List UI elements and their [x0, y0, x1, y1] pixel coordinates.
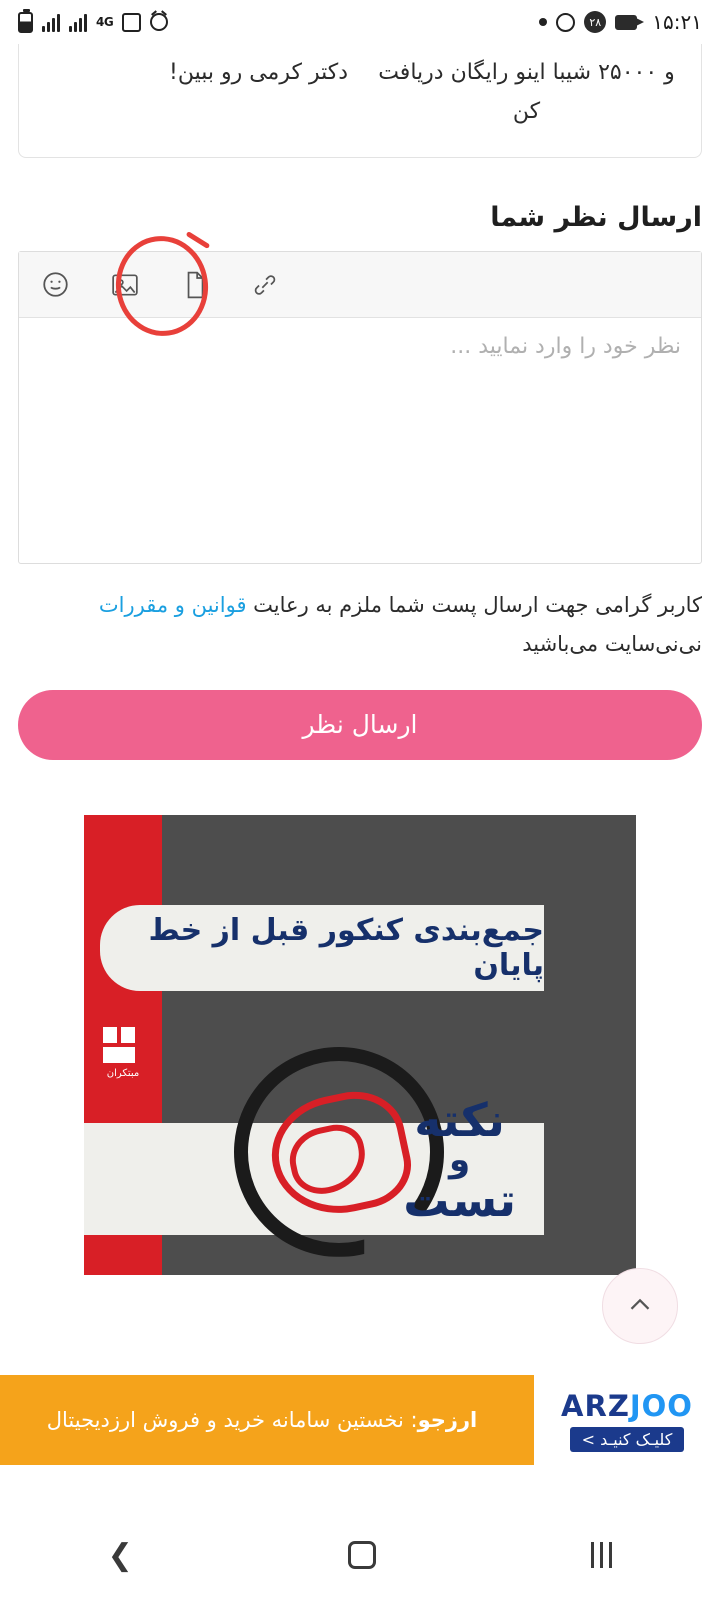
status-bar-left [18, 12, 168, 33]
bottom-ad-headline [0, 1408, 534, 1432]
ad-subtitle-second: و [449, 1139, 471, 1180]
ad-subtitle-third: تست [403, 1172, 516, 1227]
image-icon[interactable] [103, 263, 147, 307]
promo-card[interactable] [18, 44, 702, 158]
ad-subtitle [403, 1092, 516, 1227]
back-button[interactable]: ❯ [107, 1537, 133, 1573]
link-icon[interactable] [243, 263, 287, 307]
bottom-ad-banner[interactable] [0, 1375, 720, 1465]
arzjoo-wordmark: ARZJOO [561, 1388, 693, 1423]
chevron-up-icon [623, 1289, 657, 1323]
ad-title: جمع‌بندی کنکور قبل از خط پایان [100, 905, 544, 991]
status-bar [0, 0, 720, 44]
arzjoo-logo[interactable] [534, 1375, 720, 1465]
file-icon[interactable] [173, 263, 217, 307]
emoji-icon[interactable] [33, 263, 77, 307]
status-bar-clock: ۱۵:۲۱ [652, 10, 702, 34]
alarm-icon [150, 13, 168, 31]
ad-cta-button[interactable]: کلیـک کنیـد > [570, 1427, 685, 1452]
network-4g-icon: 4G [96, 15, 114, 29]
scroll-to-top-button[interactable] [602, 1268, 678, 1344]
battery-icon [18, 12, 33, 33]
terms-link[interactable]: قوانین و مقررات [98, 593, 247, 617]
comment-editor[interactable] [18, 251, 702, 564]
book-advertisement[interactable] [84, 815, 636, 1275]
terms-notice-after: نی‌نی‌سایت می‌باشید [522, 631, 702, 656]
bottom-ad-rest: : نخستین سامانه خرید و فروش ارزدیجیتال [46, 1408, 418, 1432]
page-title: ارسال نظر شما [490, 202, 702, 233]
comment-input[interactable]: نظر خود را وارد نمایید ... [450, 334, 681, 359]
notification-badge-icon: ۲۸ [584, 11, 606, 33]
promo-card-left-text: و ۲۵۰۰۰ شیبا اینو رایگان دریافت کن [378, 60, 675, 124]
publisher-name: مبتکران [106, 1067, 140, 1079]
ad-subtitle-main: نکته [414, 1092, 505, 1147]
gallery-icon [122, 13, 141, 32]
home-button[interactable] [348, 1541, 376, 1569]
android-nav-bar [0, 1510, 720, 1600]
signal-bars-icon-2 [69, 12, 87, 32]
terms-notice [18, 586, 702, 664]
signal-bars-icon [42, 12, 60, 32]
recent-apps-button[interactable] [591, 1542, 612, 1568]
emoji-status-icon [556, 13, 575, 32]
submit-comment-button[interactable]: ارسال نظر [18, 690, 702, 760]
terms-notice-before: کاربر گرامی جهت ارسال پست شما ملزم به رعایت [246, 593, 702, 617]
promo-card-right-text: دکتر کرمی رو ببین! [169, 60, 348, 85]
bottom-ad-brand: ارزجو [417, 1408, 478, 1432]
dot-icon [539, 18, 547, 26]
editor-toolbar [19, 252, 701, 318]
video-camera-icon [615, 15, 637, 30]
publisher-logo-icon [98, 1027, 148, 1085]
status-bar-right [539, 10, 702, 34]
